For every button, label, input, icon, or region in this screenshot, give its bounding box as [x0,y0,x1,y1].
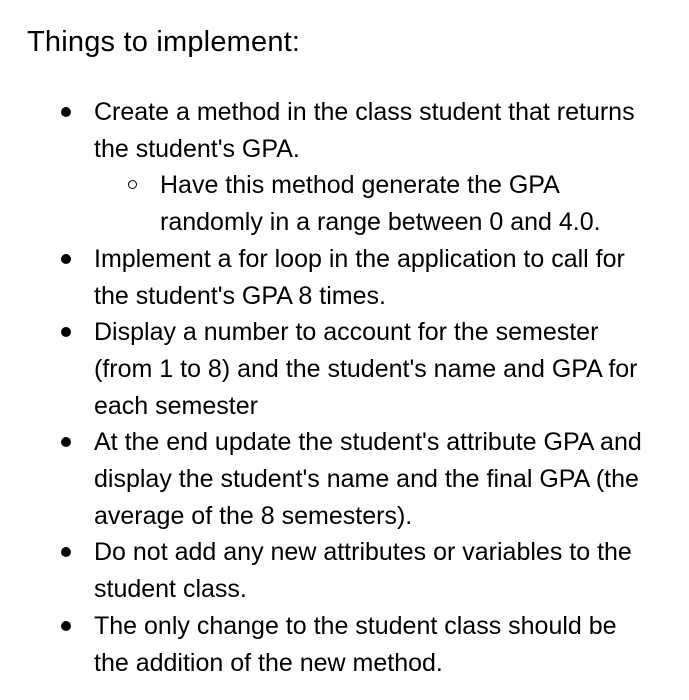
list-item [0,608,689,681]
sub-list-item-text: Have this method generate the GPA randomly in a range between 0 and 4.0. [160,171,601,237]
list-item-text: Do not add any new attributes or variables to the student class. [94,538,632,604]
bullet-dot-icon [61,547,71,557]
sub-list-item [94,167,649,240]
requirements-list [0,94,689,681]
list-item-text: Implement a for loop in the application to call for the student's GPA 8 times. [94,244,625,310]
list-item-text: At the end update the student's attribute GPA and display the student's name and the final GPA (the average of the 8 semesters). [94,428,642,530]
list-item [0,424,689,534]
list-item-text: Display a number to account for the semester (from 1 to 8) and the student's name and GPA for each semester [94,318,638,420]
list-item [0,94,689,241]
sub-list [94,167,649,240]
bullet-dot-icon [61,107,71,117]
list-item-text: Create a method in the class student that returns the student's GPA. [94,98,635,163]
list-item [0,314,689,424]
bullet-dot-icon [61,437,71,447]
list-item-text: The only change to the student class should be the addition of the new method. [94,611,617,677]
bullet-dot-icon [61,254,71,264]
bullet-dot-icon [61,621,71,631]
bullet-circle-icon [128,180,137,189]
list-item [0,241,689,314]
bullet-dot-icon [61,327,71,337]
page-title: Things to implement: [27,26,301,58]
list-item [0,534,689,607]
